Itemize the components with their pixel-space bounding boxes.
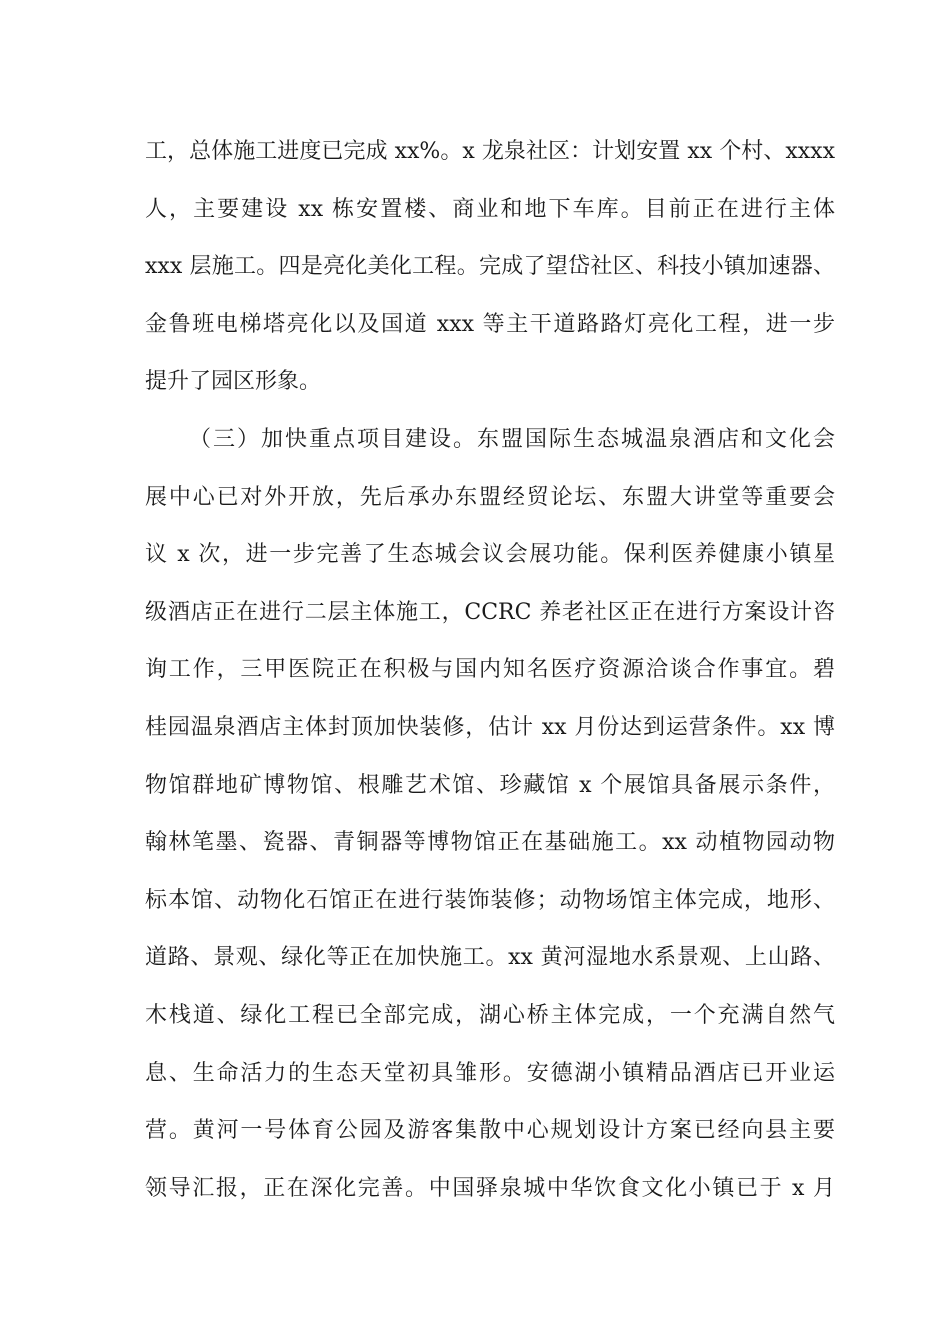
- text-line: 翰林笔墨、瓷器、青铜器等博物馆正在基础施工。xx 动植物园动物: [145, 830, 835, 856]
- text-line: 展中心已对外开放，先后承办东盟经贸论坛、东盟大讲堂等重要会: [145, 484, 835, 510]
- text-line: 道路、景观、绿化等正在加快施工。xx 黄河湿地水系景观、上山路、: [145, 945, 835, 971]
- text-line: 议 x 次，进一步完善了生态城会议会展功能。保利医养健康小镇星: [145, 542, 835, 568]
- paragraph-1: [145, 130, 835, 418]
- paragraph-2: [145, 418, 835, 1224]
- text-line: 人，主要建设 xx 栋安置楼、商业和地下车库。目前正在进行主体: [145, 196, 835, 222]
- body-text: [145, 130, 835, 1224]
- text-line: 询工作，三甲医院正在积极与国内知名医疗资源洽谈合作事宜。碧: [145, 657, 835, 683]
- text-line: 工，总体施工进度已完成 xx%。x 龙泉社区：计划安置 xx 个村、xxxx: [145, 139, 835, 164]
- text-line: 木栈道、绿化工程已全部完成，湖心桥主体完成，一个充满自然气: [145, 1002, 835, 1028]
- text-line: 金鲁班电梯塔亮化以及国道 xxx 等主干道路路灯亮化工程，进一步: [145, 311, 835, 337]
- text-line: 营。黄河一号体育公园及游客集散中心规划设计方案已经向县主要: [145, 1118, 835, 1144]
- text-line: 提升了园区形象。: [145, 369, 322, 395]
- text-line: xxx 层施工。四是亮化美化工程。完成了望岱社区、科技小镇加速器、: [145, 254, 835, 280]
- text-line: 领导汇报，正在深化完善。中国驿泉城中华饮食文化小镇已于 x 月: [145, 1175, 835, 1201]
- text-line: （三）加快重点项目建设。东盟国际生态城温泉酒店和文化会: [189, 426, 835, 452]
- text-line: 桂园温泉酒店主体封顶加快装修，估计 xx 月份达到运营条件。xx 博: [145, 714, 835, 740]
- text-line: 级酒店正在进行二层主体施工，CCRC 养老社区正在进行方案设计咨: [145, 599, 835, 625]
- text-line: 标本馆、动物化石馆正在进行装饰装修；动物场馆主体完成，地形、: [145, 887, 835, 913]
- text-line: 息、生命活力的生态天堂初具雏形。安德湖小镇精品酒店已开业运: [145, 1060, 835, 1086]
- text-line: 物馆群地矿博物馆、根雕艺术馆、珍藏馆 x 个展馆具备展示条件，: [145, 772, 835, 798]
